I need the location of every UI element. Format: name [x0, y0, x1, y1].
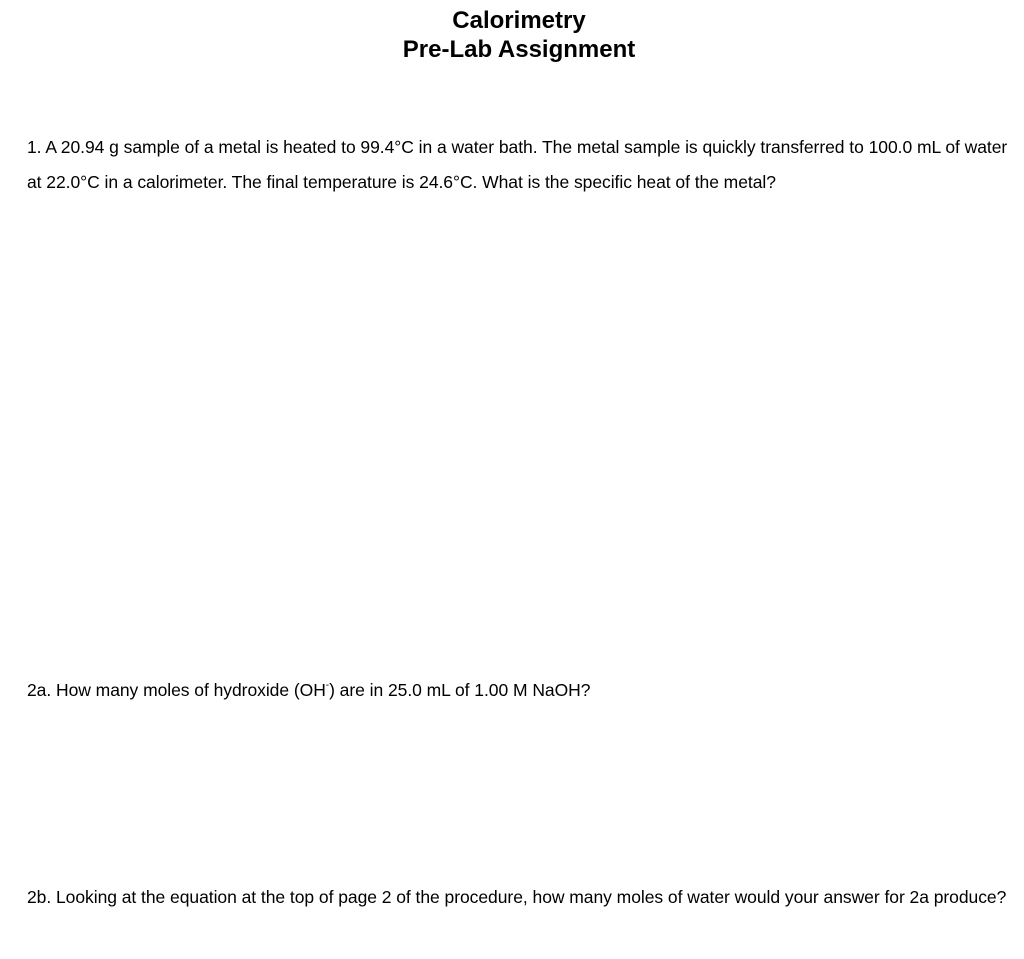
- page-subtitle: Pre-Lab Assignment: [402, 36, 636, 63]
- question-2a: [27, 678, 590, 702]
- page-title: Calorimetry: [452, 7, 586, 34]
- question-2b: [27, 885, 1022, 909]
- page-header: [0, 6, 1024, 64]
- question-2a-text-end: ) are in 25.0 mL of 1.00 M NaOH?: [329, 680, 591, 700]
- question-1-text: 1. A 20.94 g sample of a metal is heated to 99.4°C in a water bath. The metal sample is quickly transferred to 100.0 mL of water at 22.0°C in a calorimeter. The final temperature is 24.6°C. What is the specific heat of the metal?: [27, 137, 1008, 192]
- hydroxide-charge-superscript: -: [325, 680, 330, 691]
- question-2b-text: 2b. Looking at the equation at the top of page 2 of the procedure, how many moles of water would your answer for 2a produce?: [27, 887, 1007, 907]
- question-1: [27, 130, 1017, 200]
- question-2a-text-start: 2a. How many moles of hydroxide (OH: [27, 680, 326, 700]
